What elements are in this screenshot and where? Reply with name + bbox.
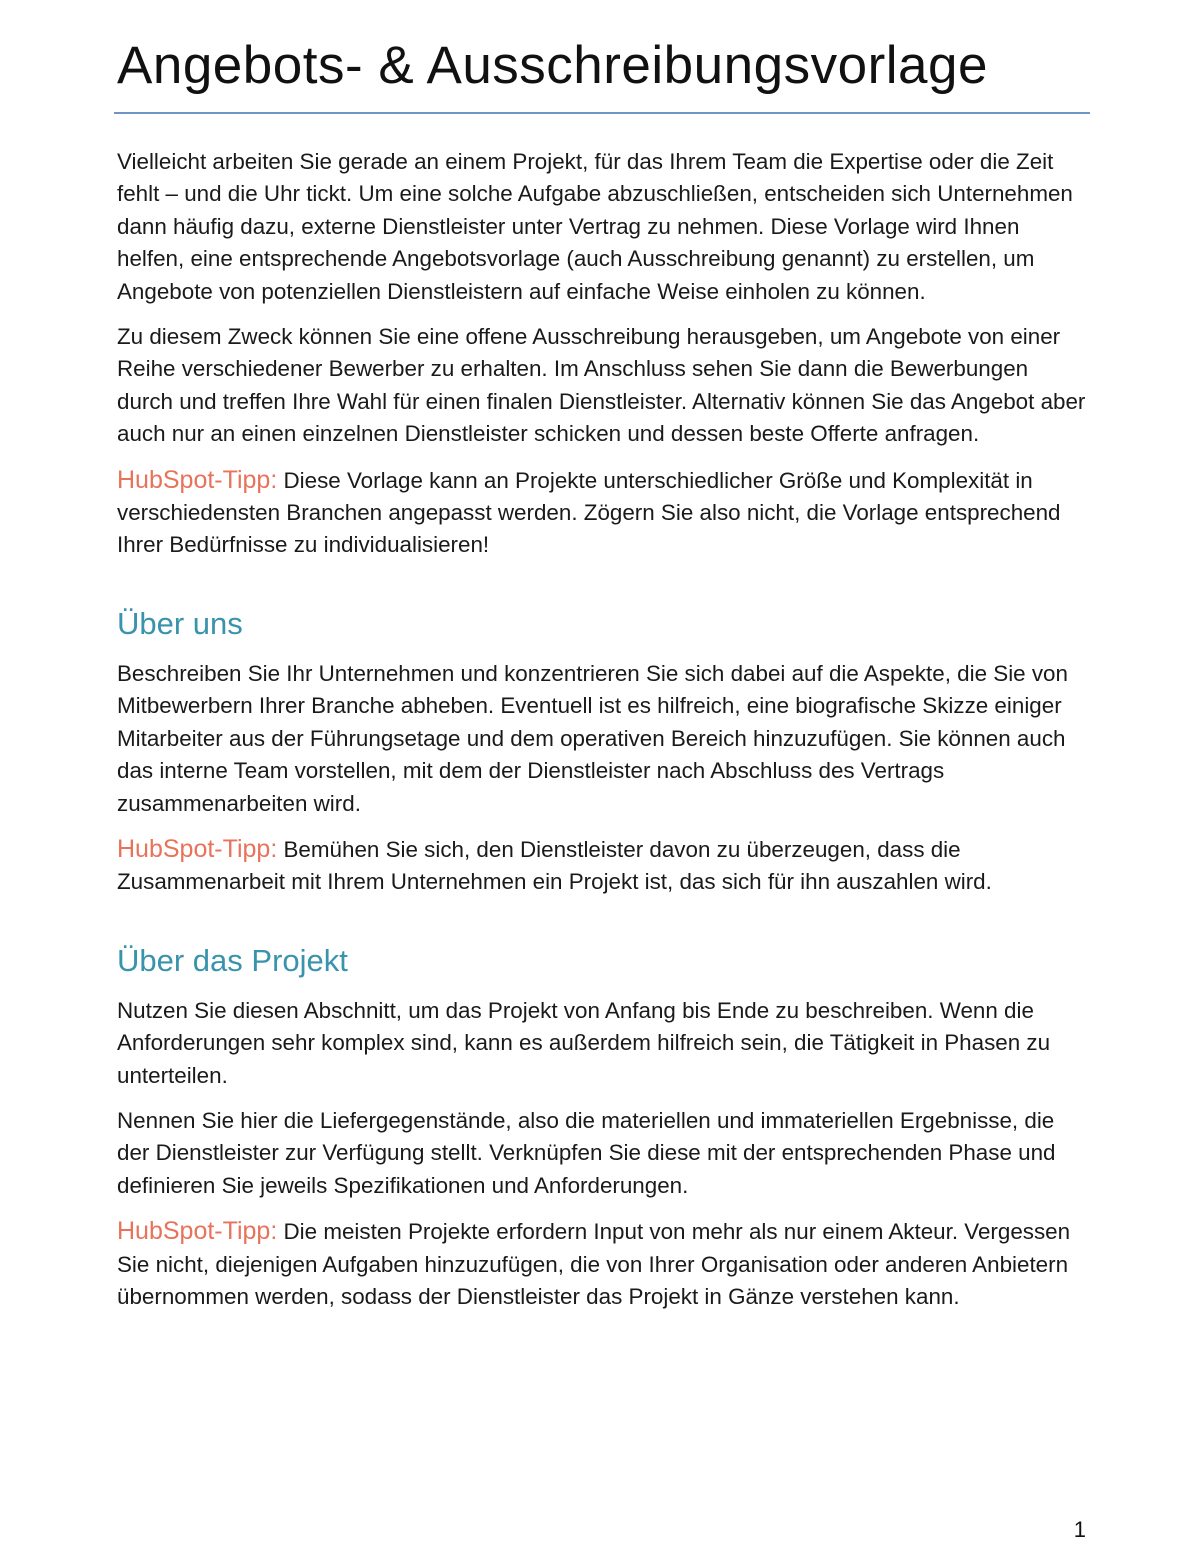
- title-divider: [114, 112, 1090, 114]
- about-us-paragraph-1: Beschreiben Sie Ihr Unternehmen und konzentrieren Sie sich dabei auf die Aspekte, die Sie von Mitbewerbern Ihrer Branche abheben. Eventuell ist es hilfreich, eine biografische Skizze einiger Mitarbeiter aus der Führungsetage und dem operativen Bereich hinzuzufügen. Sie können auch das interne Team vorstellen, mit dem der Dienstleister nach Abschluss des Vertrags zusammenarbeiten wird.: [117, 660, 1068, 816]
- about-project-tip: [117, 1215, 1089, 1313]
- about-us-section: [117, 604, 1089, 899]
- intro-paragraph-1: Vielleicht arbeiten Sie gerade an einem Projekt, für das Ihrem Team die Expertise oder die Zeit fehlt – und die Uhr tickt. Um eine solche Aufgabe abzuschließen, entscheiden sich Unternehmen dann häufig dazu, externe Dienstleister unter Vertrag zu nehmen. Diese Vorlage wird Ihnen helfen, eine entsprechende Angebotsvorlage (auch Ausschreibung genannt) zu erstellen, um Angebote von potenziellen Dienstleistern auf einfache Weise einholen zu können.: [117, 149, 1073, 304]
- intro-tip: [117, 464, 1089, 562]
- intro-section: [117, 146, 1089, 562]
- about-project-section: [117, 941, 1089, 1314]
- tip-label: HubSpot-Tipp:: [117, 465, 278, 494]
- tip-text: Bemühen Sie sich, den Dienstleister davon zu überzeugen, dass die Zusammenarbeit mit Ihrem Unternehmen ein Projekt ist, das sich für ihn auszahlen wird.: [117, 836, 992, 895]
- tip-text: Die meisten Projekte erfordern Input von mehr als nur einem Akteur. Vergessen Sie nicht, diejenigen Aufgaben hinzuzufügen, die von Ihrer Organisation oder anderen Anbietern übernommen werden, sodass der Dienstleister das Projekt in Gänze verstehen kann.: [117, 1219, 1071, 1309]
- about-us-tip: [117, 833, 1089, 899]
- page-number: 1: [1073, 1517, 1086, 1542]
- about-project-paragraph-1: Nutzen Sie diesen Abschnitt, um das Projekt von Anfang bis Ende zu beschreiben. Wenn die Anforderungen sehr komplex sind, kann es außerdem hilfreich sein, die Tätigkeit in Phasen zu unterteilen.: [117, 997, 1051, 1088]
- document-header: [117, 0, 1089, 98]
- tip-label: HubSpot-Tipp:: [117, 834, 278, 863]
- about-project-paragraph-2: Nennen Sie hier die Liefergegenstände, also die materiellen und immateriellen Ergebnisse, die der Dienstleister zur Verfügung stellt. Verknüpfen Sie diese mit der entsprechenden Phase und definieren Sie jeweils Spezifikationen und Anforderungen.: [117, 1107, 1056, 1198]
- about-us-heading: Über uns: [117, 605, 243, 641]
- about-project-heading: Über das Projekt: [117, 942, 348, 978]
- tip-label: HubSpot-Tipp:: [117, 1217, 278, 1246]
- document-title: Angebots- & Ausschreibungsvorlage: [117, 36, 988, 95]
- document-body: [117, 146, 1089, 1326]
- tip-text: Diese Vorlage kann an Projekte unterschiedlicher Größe und Komplexität in verschiedensten Branchen angepasst werden. Zögern Sie also nicht, die Vorlage entsprechend Ihrer Bedürfnisse zu individualisieren!: [117, 467, 1061, 558]
- intro-paragraph-2: Zu diesem Zweck können Sie eine offene Ausschreibung herausgeben, um Angebote von einer Reihe verschiedener Bewerber zu erhalten. Im Anschluss sehen Sie dann die Bewerbungen durch und treffen Ihre Wahl für einen finalen Dienstleister. Alternativ können Sie das Angebot aber auch nur an einen einzelnen Dienstleister schicken und dessen beste Offerte anfragen.: [117, 324, 1086, 447]
